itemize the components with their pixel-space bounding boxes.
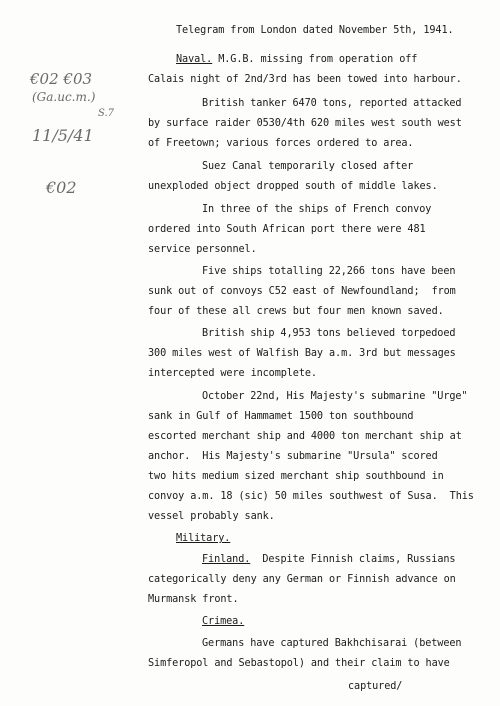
body-line: October 22nd, His Majesty's submarine "Urge": [202, 391, 468, 402]
body-line: two hits medium sized merchant ship southbound in: [148, 471, 444, 482]
body-line: Suez Canal temporarily closed after: [202, 161, 414, 172]
subheading-crimea: Crimea.: [202, 616, 245, 627]
body-line: [176, 532, 230, 545]
body-line: Finland. Despite Finnish claims, Russians: [202, 554, 456, 565]
margin-note-mark: €02: [46, 178, 77, 197]
body-line: unexploded object dropped south of middle lakes.: [148, 181, 438, 192]
body-line: Simferopol and Sebastopol) and their claim to have: [148, 658, 450, 669]
margin-note-reference: €02 €03: [30, 70, 93, 88]
body-line: intercepted were incomplete.: [148, 368, 317, 379]
body-line: anchor. His Majesty's submarine "Ursula" scored: [148, 451, 438, 462]
body-line: sank in Gulf of Hammamet 1500 ton southbound: [148, 411, 414, 422]
body-line: [202, 615, 244, 628]
body-line: Calais night of 2nd/3rd has been towed into harbour.: [148, 74, 462, 85]
body-line: British tanker 6470 tons, reported attacked: [202, 98, 462, 109]
body-line: by surface raider 0530/4th 620 miles west south west: [148, 118, 462, 129]
body-line: escorted merchant ship and 4000 ton merchant ship at: [148, 431, 462, 442]
margin-note-code: (Ga.uc.m.): [32, 90, 96, 104]
body-line: four of these all crews but four men known saved.: [148, 306, 444, 317]
body-line: convoy a.m. 18 (sic) 50 miles southwest of Susa. This: [148, 491, 474, 502]
section-heading-military: Military.: [176, 533, 231, 544]
body-line: In three of the ships of French convoy: [202, 204, 432, 215]
section-heading-naval: Naval.: [176, 54, 213, 65]
body-line: Naval. M.G.B. missing from operation off: [176, 54, 418, 65]
body-line: 300 miles west of Walfish Bay a.m. 3rd but messages: [148, 348, 456, 359]
body-line: Five ships totalling 22,266 tons have been: [202, 266, 456, 277]
body-line: categorically deny any German or Finnish advance on: [148, 574, 456, 585]
continuation-catchword: captured/: [348, 681, 403, 692]
body-line: ordered into South African port there were 481: [148, 224, 426, 235]
margin-note-initials: S.7: [98, 108, 115, 119]
body-line: Germans have captured Bakhchisarai (between: [202, 638, 462, 649]
body-line: vessel probably sank.: [148, 511, 275, 522]
margin-note-date: 11/5/41: [32, 126, 94, 145]
subheading-finland: Finland.: [202, 554, 251, 565]
body-line: of Freetown; various forces ordered to area.: [148, 138, 414, 149]
telegram-header: Telegram from London dated November 5th, 1941.: [176, 25, 454, 36]
body-line: sunk out of convoys C52 east of Newfoundland; from: [148, 286, 456, 297]
body-line: Murmansk front.: [148, 594, 239, 605]
body-line: British ship 4,953 tons believed torpedoed: [202, 328, 456, 339]
body-line: service personnel.: [148, 244, 257, 255]
